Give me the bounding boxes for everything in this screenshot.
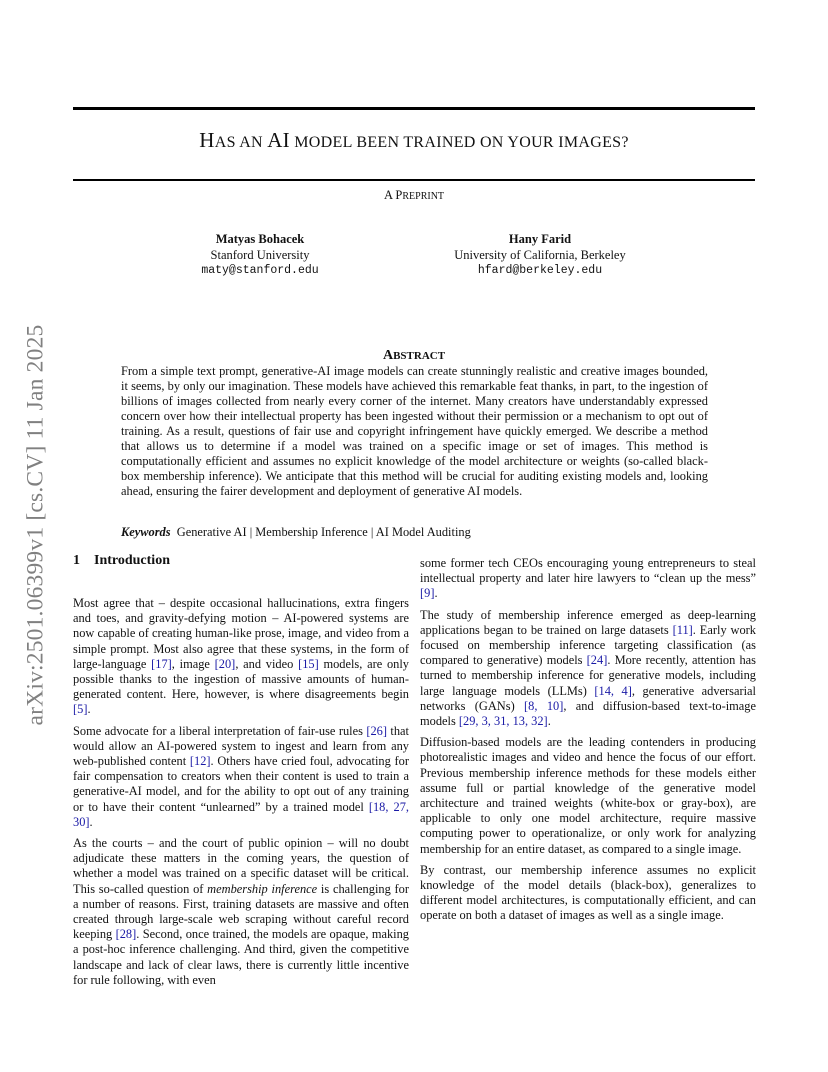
author-affiliation: University of California, Berkeley	[454, 248, 626, 262]
paragraph-text: . More recently, attention has turned to membership inference for generative models, including large language models (LLMs)	[420, 653, 756, 698]
citation-link[interactable]: [28]	[115, 927, 137, 942]
section-heading	[73, 551, 409, 571]
keywords-line	[121, 525, 708, 540]
body-paragraph	[420, 863, 756, 924]
title-cap-h: H	[199, 128, 215, 152]
title-rule-bottom	[73, 179, 755, 181]
citation-link[interactable]: [15]	[298, 656, 319, 671]
paragraph-text: By contrast, our membership inference assumes no explicit knowledge of the model details (black-box), generalizes to different model architectures, is computationally efficient, and can operate on both a dataset of images as well as a single image.	[420, 862, 756, 923]
author-name: Matyas Bohacek	[215, 232, 305, 246]
body-paragraph	[73, 724, 409, 830]
body-paragraph	[420, 608, 756, 730]
author-block	[430, 231, 650, 279]
paragraph-text: .	[87, 702, 91, 717]
preprint-label	[73, 188, 755, 203]
paragraph-text: that would allow an AI-powered system to ingest and learn from any web-published content	[73, 723, 409, 769]
paragraph-text: . Second, once trained, the models are opaque, making a post-hoc inference challenging. And third, given the competitive landscape and lack of clear laws, there is currently little incentive for rule following, with even	[73, 927, 409, 987]
body-paragraph	[73, 836, 409, 988]
title-rule-top	[73, 107, 755, 110]
paragraph-text: , image	[171, 656, 215, 671]
paragraph-text: .	[89, 814, 93, 829]
citation-link[interactable]: [12]	[189, 754, 211, 769]
paragraph-text: some former tech CEOs encouraging young entrepreneurs to steal intellectual property and later hire lawyers to “clean up the mess”	[420, 556, 756, 586]
author-affiliation: Stanford University	[210, 248, 310, 262]
body-paragraph	[73, 596, 409, 718]
paragraph-text: , generative adversarial networks (GANs)	[420, 683, 756, 713]
citation-link[interactable]: [5]	[73, 702, 88, 717]
paragraph-text: As the courts – and the court of public opinion – will no doubt adjudicate these matters in the coming years, the question of whether a model was trained on a specific dataset will be critical. This so-called question of	[73, 836, 409, 896]
left-paragraphs	[73, 596, 409, 988]
right-column	[420, 556, 756, 930]
author-name: Hany Farid	[508, 232, 572, 246]
citation-link[interactable]: [11]	[672, 622, 693, 637]
citation-link[interactable]: [14, 4]	[594, 683, 632, 698]
body-paragraph	[420, 735, 756, 857]
citation-link[interactable]: [9]	[420, 586, 435, 601]
arxiv-sidebar-stamp	[18, 290, 54, 760]
title-text-ai: AI	[267, 128, 290, 152]
abstract-heading-cap: A	[382, 348, 394, 363]
emphasized-text: membership inference	[207, 881, 318, 896]
title-text-2: MODEL BEEN TRAINED ON YOUR IMAGES?	[289, 134, 629, 151]
paragraph-text: is challenging for a number of reasons. First, training datasets are massive and often created through large-scale web scraping without careful record keeping	[73, 881, 409, 942]
citation-link[interactable]: [26]	[366, 723, 387, 738]
paragraph-text: , and diffusion-based text-to-image models	[420, 698, 756, 729]
paragraph-text: . Early work focused on membership inference targeting classification (as compared to generative) models	[420, 622, 757, 668]
citation-link[interactable]: [24]	[586, 653, 608, 668]
keywords-label: Keywords	[121, 525, 171, 539]
paragraph-text: The study of membership inference emerged as deep-learning applications began to be trained on large datasets	[420, 607, 756, 637]
citation-link[interactable]: [20]	[214, 656, 236, 671]
keywords-text: Generative AI | Membership Inference | AI Model Auditing	[176, 525, 471, 539]
citation-link[interactable]: [17]	[151, 656, 172, 671]
right-paragraphs	[420, 556, 756, 924]
author-email[interactable]: maty@stanford.edu	[201, 264, 319, 277]
paper-title	[73, 128, 755, 153]
section-number: 1	[73, 553, 80, 569]
author-block	[180, 231, 340, 279]
author-email[interactable]: hfard@berkeley.edu	[477, 264, 603, 277]
paragraph-text: Diffusion-based models are the leading contenders in producing photorealistic images and video and hence the focus of our effort. Previous membership inference methods for these models either assume full or partial knowledge of the generative model architecture and trained weights (white-box or gray-box), are applicable to only one model architecture, require massive computing power to operationalize, or only work for analyzing membership for an entire dataset, as compared to a single image.	[420, 735, 756, 856]
paragraph-text: . Others have cried foul, advocating for fair compensation to creators when their content is used to train a generative-AI model, and for the ability to opt out of any training or to have their content “unlearned” by a trained model	[73, 754, 409, 814]
citation-link[interactable]: [8, 10]	[524, 698, 564, 713]
abstract-heading-rest: BSTRACT	[393, 350, 446, 362]
arxiv-id: arXiv:2501.06399v1 [cs.CV] 11 Jan 2025	[22, 324, 49, 726]
preprint-rest: REPRINT	[402, 191, 445, 202]
citation-link[interactable]: [18, 27, 30]	[73, 799, 409, 829]
preprint-cap: A P	[383, 188, 403, 202]
paragraph-text: Most agree that – despite occasional hallucinations, extra fingers and toes, and gravity-defying motion – AI-powered systems are now capable of creating human-like prose, image, and video from a simple prompt. Most also agree that these systems, in the form of large-language	[73, 596, 409, 671]
left-column	[73, 551, 409, 994]
abstract-heading	[73, 348, 755, 364]
paragraph-text: .	[434, 586, 438, 601]
paragraph-text: , and video	[235, 656, 299, 671]
body-paragraph	[420, 556, 756, 602]
paragraph-text: Some advocate for a liberal interpretation of fair-use rules	[73, 723, 367, 738]
paragraph-text: models, are only possible thanks to the ingestion of massive amounts of human-generated content. Here, however, is where disagreements begin	[73, 656, 409, 702]
section-title: Introduction	[94, 553, 170, 569]
abstract-text: From a simple text prompt, generative-AI image models can create stunningly realistic and creative images bounded, it seems, by only our imagination. These models have achieved this remarkable feat thanks, in part, to the ingestion of billions of images collected from nearly every corner of the internet. Many creators have understandably expressed concern over how their intellectual property has been ingested without their permission or a mechanism to opt out of training. As a result, questions of fair use and copyright infringement have quickly emerged. We describe a method that allows us to determine if a model was trained on a specific image or set of images. This method is computationally efficient and assumes no explicit knowledge of the model architecture or weights (so-called black-box membership inference). We anticipate that this method will be crucial for auditing existing models and, looking ahead, ensuring the fairer development and deployment of generative AI models.	[121, 364, 708, 498]
paragraph-text: .	[547, 714, 551, 729]
title-text-1: AS AN	[214, 134, 268, 151]
citation-link[interactable]: [29, 3, 31, 13, 32]	[458, 714, 548, 729]
